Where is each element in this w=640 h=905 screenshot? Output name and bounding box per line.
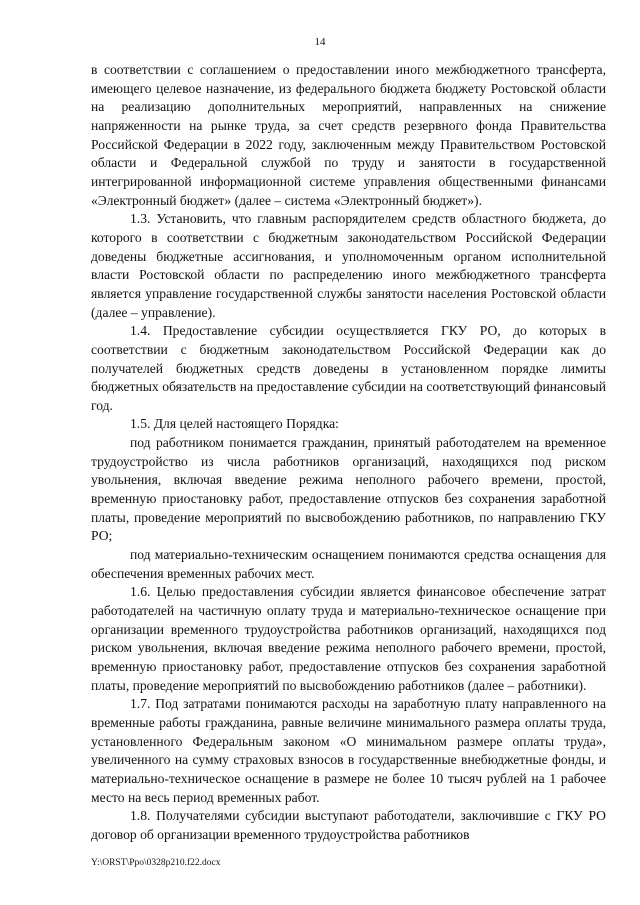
paragraph-1-6: 1.6. Целью предоставления субсидии является финансовое обеспечение затрат работодателей на частичную оплату труда и материально-техническое оснащение при организации временного трудоустройства работников организаций, находящихся под риском увольнения, включая введение режима неполного рабочего времени, простой, временную приостановку работ, предоставление отпусков без сохранения заработной платы, проведение мероприятий по высвобождению работников (далее – работники).	[91, 584, 606, 693]
page-number: 14	[314, 36, 326, 48]
footer-file-path: Y:\ORST\Ppo\0328p210.f22.docx	[91, 858, 221, 868]
document-body	[91, 61, 606, 845]
paragraph-1-8: 1.8. Получателями субсидии выступают работодатели, заключившие с ГКУ РО договор об организации временного трудоустройства работников	[91, 808, 606, 842]
paragraph-1-7: 1.7. Под затратами понимаются расходы на заработную плату направленного на временные работы гражданина, равные величине минимального размера оплаты труда, установленного Федеральным законом «О минимальном размере оплаты труда», увеличенного на сумму страховых взносов в государственные внебюджетные фонды, и материально-техническое оснащение в размере не более 10 тысяч рублей на 1 рабочее место на весь период временных работ.	[91, 696, 606, 805]
paragraph-1-5: 1.5. Для целей настоящего Порядка:	[130, 416, 339, 432]
paragraph-1-3: 1.3. Установить, что главным распорядителем средств областного бюджета, до которого в соответствии с бюджетным законодательством Российской Федерации доведены бюджетные ассигнования, и уполномоченным органом исполнительной власти Ростовской области по распределению иного межбюджетного трансферта является управление государственной службы занятости населения Ростовской области (далее – управление).	[91, 211, 606, 320]
paragraph-definition-equipment: под материально-техническим оснащением понимаются средства оснащения для обеспечения временных рабочих мест.	[91, 547, 606, 581]
paragraph-definition-worker: под работником понимается гражданин, принятый работодателем на временное трудоустройство из числа работников организаций, находящихся под риском увольнения, включая введение режима неполного рабочего времени, простой, временную приостановку работ, предоставление отпусков без сохранения заработной платы, проведение мероприятий по высвобождению работников, по направлению ГКУ РО;	[91, 435, 606, 544]
paragraph-1-4: 1.4. Предоставление субсидии осуществляется ГКУ РО, до которых в соответствии с бюджетным законодательством Российской Федерации как до получателей бюджетных средств доведены в установленном порядке лимиты бюджетных обязательств на предоставление субсидии на соответствующий финансовый год.	[91, 323, 606, 413]
paragraph-continuation: в соответствии с соглашением о предоставлении иного межбюджетного трансферта, имеющего целевое назначение, из федерального бюджета бюджету Ростовской области на реализацию дополнительных мероприятий, направленных на снижение напряженности на рынке труда, за счет средств резервного фонда Правительства Российской Федерации в 2022 году, заключенным между Правительством Ростовской области и Федеральной службой по труду и занятости в государственной интегрированной информационной системе управления общественными финансами «Электронный бюджет» (далее – система «Электронный бюджет»).	[91, 62, 606, 208]
